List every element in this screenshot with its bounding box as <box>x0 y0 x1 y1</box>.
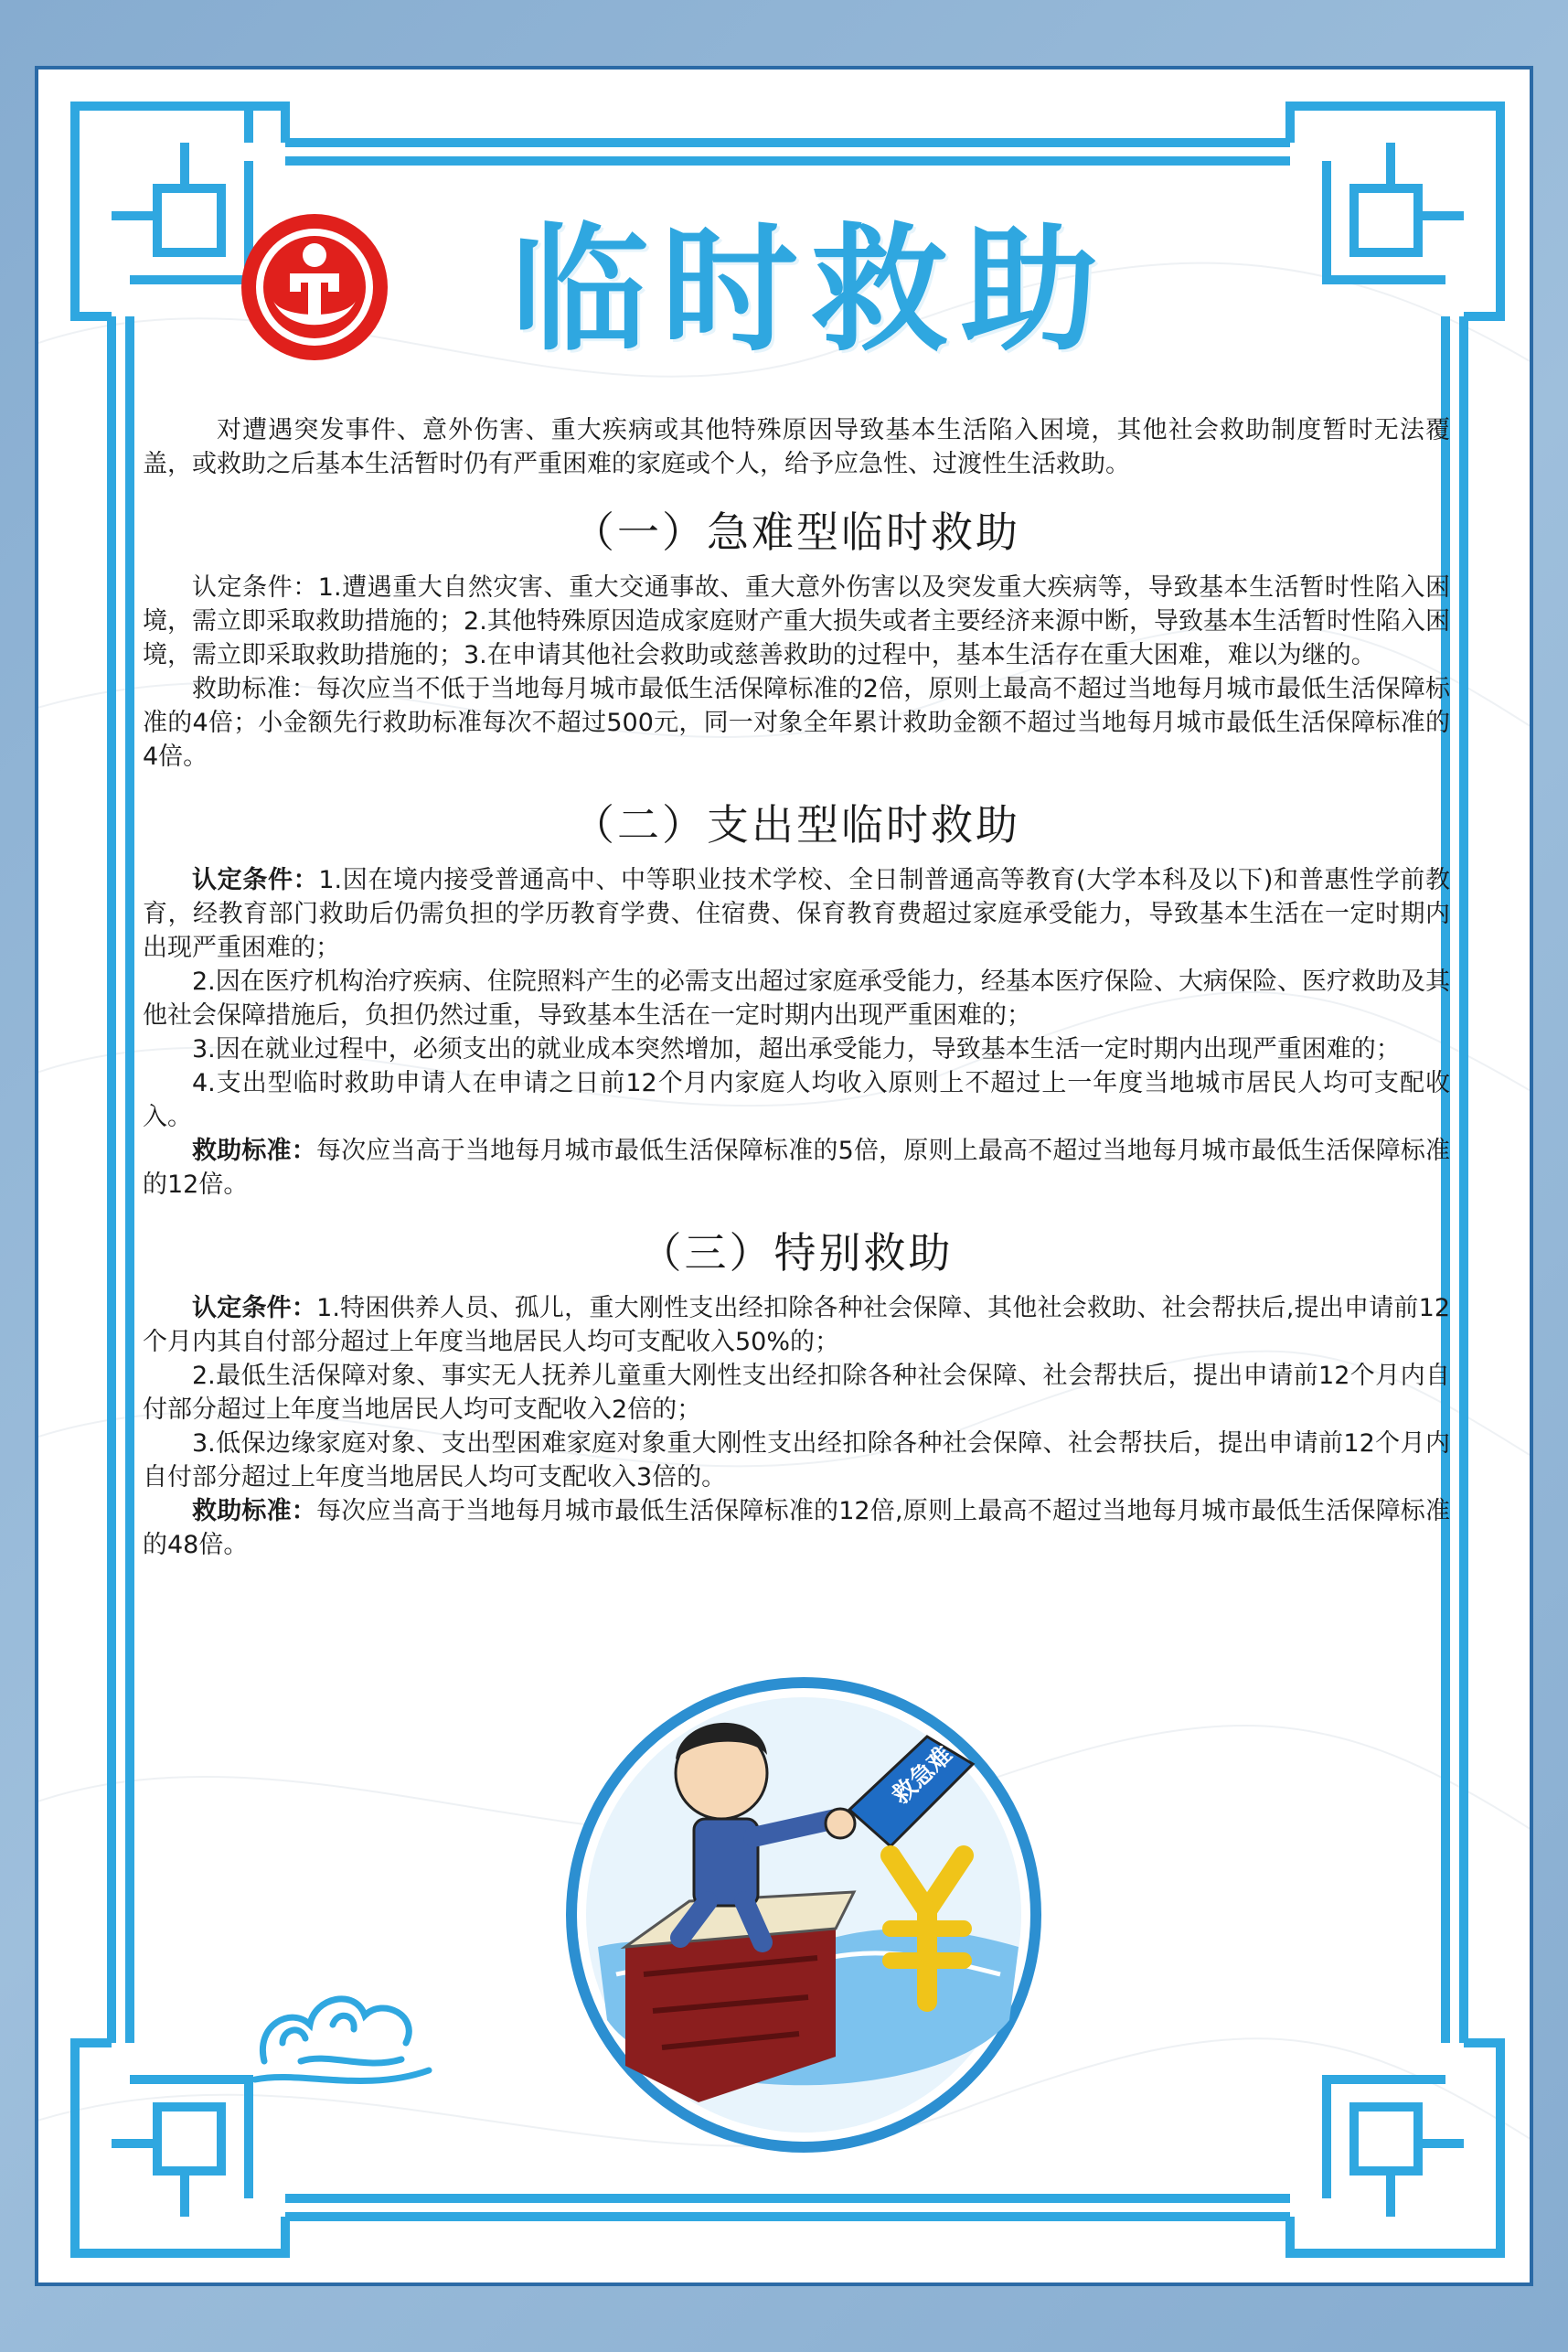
section-heading-3: （三）特别救助 <box>639 1228 954 1278</box>
civil-affairs-emblem-icon <box>237 209 392 365</box>
section-2-condition-2: 2.因在医疗机构治疗疾病、住院照料产生的必需支出超过家庭承受能力，经基本医疗保险、大病保险、医疗救助及其他社会保障措施后，负担仍然过重，导致基本生活在一定时期内出现严重困难的； <box>143 968 1450 1030</box>
standard-text: 每次应当不低于当地每月城市最低生活保障标准的2倍，原则上最高不超过当地每月城市最低生活保障标准的4倍；小金额先行救助标准每次不超过500元，同一对象全年累计救助金额不超过当地每月城市最低生活保障标准的4倍。 <box>143 675 1450 771</box>
section-1-condition <box>143 571 1450 672</box>
standard-text: 每次应当高于当地每月城市最低生活保障标准的12倍,原则上最高不超过当地每月城市最低生活保障标准的48倍。 <box>143 1497 1451 1559</box>
section-heading-2: （二）支出型临时救助 <box>572 800 1020 850</box>
illustration-sign-text: 救急难 <box>887 1740 958 1811</box>
standard-label: 救助标准： <box>192 1137 316 1165</box>
page-title: 临时救助 <box>511 209 1112 370</box>
condition-label: 认定条件： <box>192 866 319 894</box>
section-3-condition-3: 3.低保边缘家庭对象、支出型困难家庭对象重大刚性支出经扣除各种社会保障、社会帮扶后，提出申请前12个月内自付部分超过上年度当地居民人均可支配收入3倍的。 <box>143 1429 1450 1491</box>
condition-label: 认定条件： <box>192 1294 317 1322</box>
standard-text: 每次应当高于当地每月城市最低生活保障标准的5倍，原则上最高不超过当地每月城市最低生活保障标准的12倍。 <box>143 1137 1450 1199</box>
section-3-condition-1 <box>143 1291 1450 1359</box>
condition-label: 认定条件： <box>192 573 318 602</box>
emergency-aid-illustration <box>561 1673 1046 2157</box>
section-2-condition-4: 4.支出型临时救助申请人在申请之日前12个月内家庭人均收入原则上不超过上一年度当地城市居民人均可支配收入。 <box>143 1069 1450 1131</box>
section-2-condition-3: 3.因在就业过程中，必须支出的就业成本突然增加，超出承受能力，导致基本生活一定时期内出现严重困难的； <box>192 1035 1401 1064</box>
poster-panel <box>35 66 1533 2286</box>
section-3-condition-2: 2.最低生活保障对象、事实无人抚养儿童重大刚性支出经扣除各种社会保障、社会帮扶后，提出申请前12个月内自付部分超过上年度当地居民人均可支配收入2倍的； <box>143 1362 1450 1424</box>
section-2-condition-1 <box>143 863 1450 965</box>
condition-item: 1.特困供养人员、孤儿，重大刚性支出经扣除各种社会保障、其他社会救助、社会帮扶后,提出申请前12个月内其自付部分超过上年度当地居民人均可支配收入50%的； <box>143 1294 1451 1356</box>
section-2-standard <box>143 1134 1450 1202</box>
intro-paragraph: 对遭遇突发事件、意外伤害、重大疾病或其他特殊原因导致基本生活陷入困境，其他社会救助制度暂时无法覆盖，或救助之后基本生活暂时仍有严重困难的家庭或个人，给予应急性、过渡性生活救助。 <box>143 416 1450 478</box>
standard-label: 救助标准： <box>192 1497 317 1525</box>
content-body <box>143 413 1450 1562</box>
condition-item: 1.因在境内接受普通高中、中等职业技术学校、全日制普通高等教育(大学本科及以下)和普惠性学前教育，经教育部门救助后仍需负担的学历教育学费、住宿费、保育教育费超过家庭承受能力，导致基本生活在一定时期内出现严重困难的； <box>143 866 1451 962</box>
section-3-standard <box>143 1494 1450 1562</box>
standard-label: 救助标准： <box>192 675 316 703</box>
condition-text: 1.遭遇重大自然灾害、重大交通事故、重大意外伤害以及突发重大疾病等，导致基本生活暂时性陷入困境，需立即采取救助措施的；2.其他特殊原因造成家庭财产重大损失或者主要经济来源中断，导致基本生活暂时性陷入困境，需立即采取救助措施的；3.在申请其他社会救助或慈善救助的过程中，基本生活存在重大困难，难以为继的。 <box>143 573 1450 669</box>
section-heading-1: （一）急难型临时救助 <box>572 508 1020 557</box>
auspicious-cloud-icon <box>246 1933 438 2098</box>
section-1-standard <box>143 672 1450 774</box>
